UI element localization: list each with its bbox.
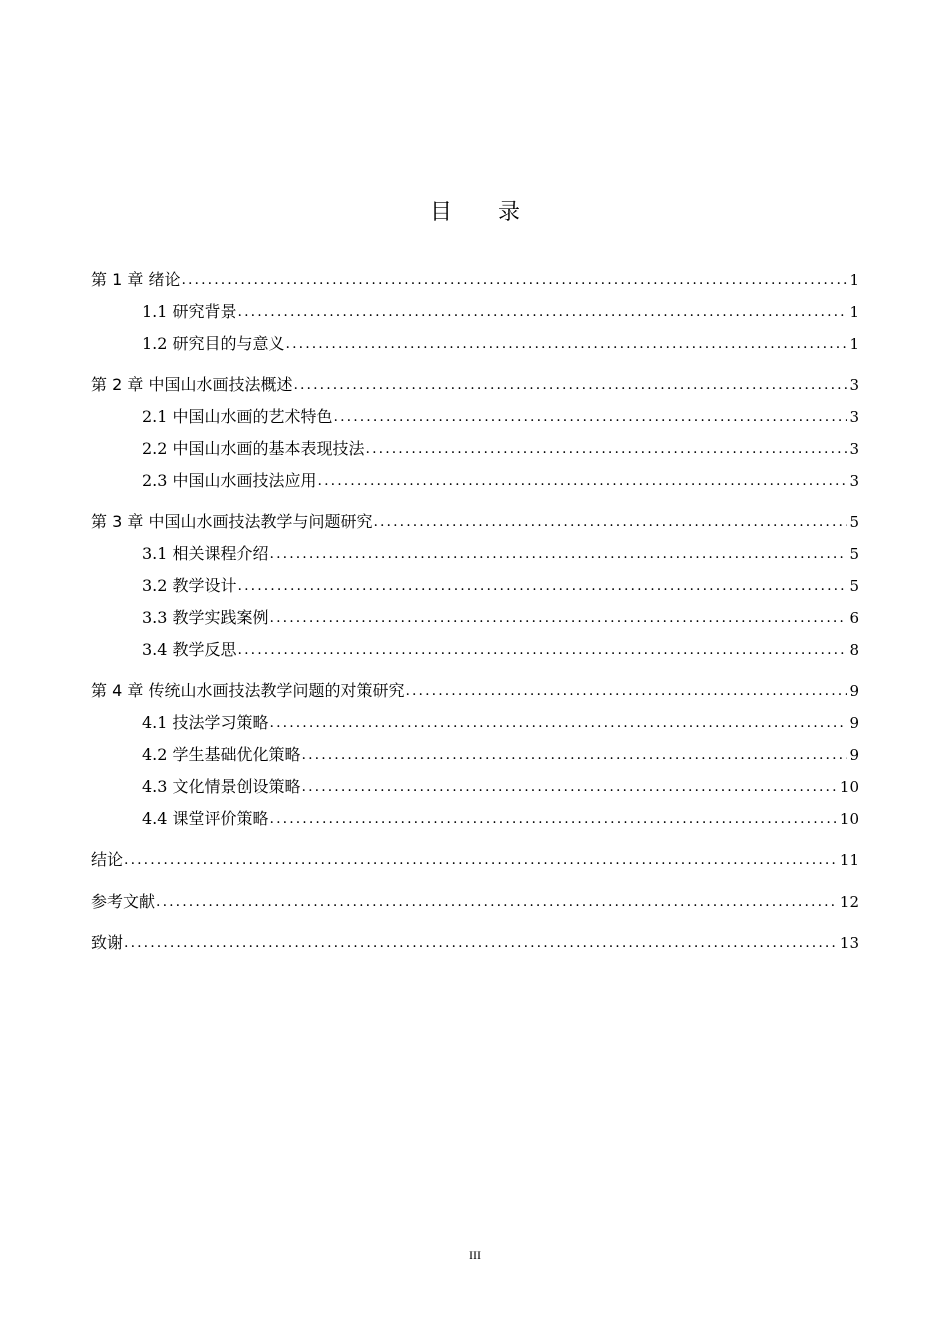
toc-entry-section-2-2[interactable]	[142, 436, 859, 460]
toc-dot-leader	[270, 607, 848, 629]
toc-dot-leader	[373, 511, 847, 533]
toc-dot-leader	[302, 776, 838, 798]
toc-entry-chapter-1[interactable]	[91, 267, 859, 291]
toc-entry-section-3-4[interactable]	[142, 637, 859, 661]
toc-entry-page: 11	[839, 851, 859, 869]
toc-dot-leader	[238, 639, 848, 661]
toc-entry-section-4-3[interactable]	[142, 774, 859, 798]
toc-entry-label: 4.2 学生基础优化策略	[142, 745, 301, 764]
toc-dot-leader	[124, 932, 838, 954]
toc-entry-section-3-3[interactable]	[142, 605, 859, 629]
toc-dot-leader	[366, 438, 848, 460]
page-number-footer: III	[469, 1248, 481, 1262]
toc-entry-page: 9	[849, 746, 859, 764]
toc-entry-section-4-1[interactable]	[142, 710, 859, 734]
toc-entry-label: 2.2 中国山水画的基本表现技法	[142, 439, 365, 458]
toc-entry-section-1-1[interactable]	[142, 299, 859, 323]
toc-entry-page: 3	[849, 472, 859, 490]
toc-dot-leader	[293, 374, 847, 396]
toc-dot-leader	[270, 543, 848, 565]
toc-entry-label: 2.1 中国山水画的艺术特色	[142, 407, 333, 426]
toc-entry-section-4-4[interactable]	[142, 806, 859, 830]
toc-entry-page: 3	[849, 440, 859, 458]
toc-entry-chapter-4[interactable]	[91, 678, 859, 702]
toc-dot-leader	[334, 406, 848, 428]
toc-entry-chapter-3[interactable]	[91, 509, 859, 533]
toc-dot-leader	[270, 808, 838, 830]
toc-dot-leader	[124, 849, 838, 871]
toc-dot-leader	[238, 575, 848, 597]
toc-dot-leader	[405, 680, 847, 702]
toc-entry-label: 3.3 教学实践案例	[142, 608, 269, 627]
toc-entry-label: 致谢	[91, 933, 124, 952]
toc-entry-section-2-1[interactable]	[142, 404, 859, 428]
toc-dot-leader	[270, 712, 848, 734]
toc-entry-chapter-2[interactable]	[91, 372, 859, 396]
title-char-1: 目	[429, 200, 452, 225]
toc-dot-leader	[302, 744, 848, 766]
toc-entry-page: 5	[849, 545, 859, 563]
toc-entry-section-4-2[interactable]	[142, 742, 859, 766]
toc-entry-section-2-3[interactable]	[142, 468, 859, 492]
toc-entry-label: 3.4 教学反思	[142, 640, 237, 659]
toc-entry-page: 10	[839, 810, 859, 828]
toc-entry-label: 第 4 章 传统山水画技法教学问题的对策研究	[91, 681, 405, 700]
toc-entry-label: 结论	[91, 850, 124, 869]
toc-entry-label: 3.2 教学设计	[142, 576, 237, 595]
toc-entry-acknowledgements[interactable]	[91, 930, 859, 954]
toc-entry-references[interactable]	[91, 889, 859, 913]
toc-dot-leader	[238, 301, 848, 323]
toc-entry-section-3-1[interactable]	[142, 541, 859, 565]
toc-entry-label: 2.3 中国山水画技法应用	[142, 471, 317, 490]
toc-entry-label: 第 2 章 中国山水画技法概述	[91, 375, 293, 394]
toc-entry-label: 4.1 技法学习策略	[142, 713, 269, 732]
toc-entry-section-3-2[interactable]	[142, 573, 859, 597]
toc-entry-section-1-2[interactable]	[142, 331, 859, 355]
toc-dot-leader	[318, 470, 848, 492]
toc-entry-page: 3	[849, 408, 859, 426]
toc-entry-conclusion[interactable]	[91, 847, 859, 871]
toc-entry-page: 9	[849, 714, 859, 732]
toc-entry-page: 9	[849, 682, 859, 700]
toc-entry-page: 5	[849, 513, 859, 531]
toc-entry-label: 3.1 相关课程介绍	[142, 544, 269, 563]
toc-entry-page: 12	[839, 893, 859, 911]
toc-entry-page: 10	[839, 778, 859, 796]
toc-entry-label: 1.1 研究背景	[142, 302, 237, 321]
title-char-2: 录	[498, 200, 521, 225]
toc-entry-label: 4.4 课堂评价策略	[142, 809, 269, 828]
toc-entry-label: 4.3 文化情景创设策略	[142, 777, 301, 796]
toc-dot-leader	[156, 891, 838, 913]
toc-entry-page: 13	[839, 934, 859, 952]
toc-dot-leader	[286, 333, 848, 355]
toc-entry-label: 1.2 研究目的与意义	[142, 334, 285, 353]
toc-dot-leader	[181, 269, 847, 291]
toc-entry-page: 1	[849, 271, 859, 289]
toc-entry-page: 1	[849, 303, 859, 321]
toc-entry-label: 第 3 章 中国山水画技法教学与问题研究	[91, 512, 373, 531]
toc-entry-label: 参考文献	[91, 892, 156, 911]
toc-entry-page: 6	[849, 609, 859, 627]
toc-entry-page: 8	[849, 641, 859, 659]
toc-entry-page: 5	[849, 577, 859, 595]
toc-entry-label: 第 1 章 绪论	[91, 270, 181, 289]
toc-entry-page: 3	[849, 376, 859, 394]
toc-entry-page: 1	[849, 335, 859, 353]
